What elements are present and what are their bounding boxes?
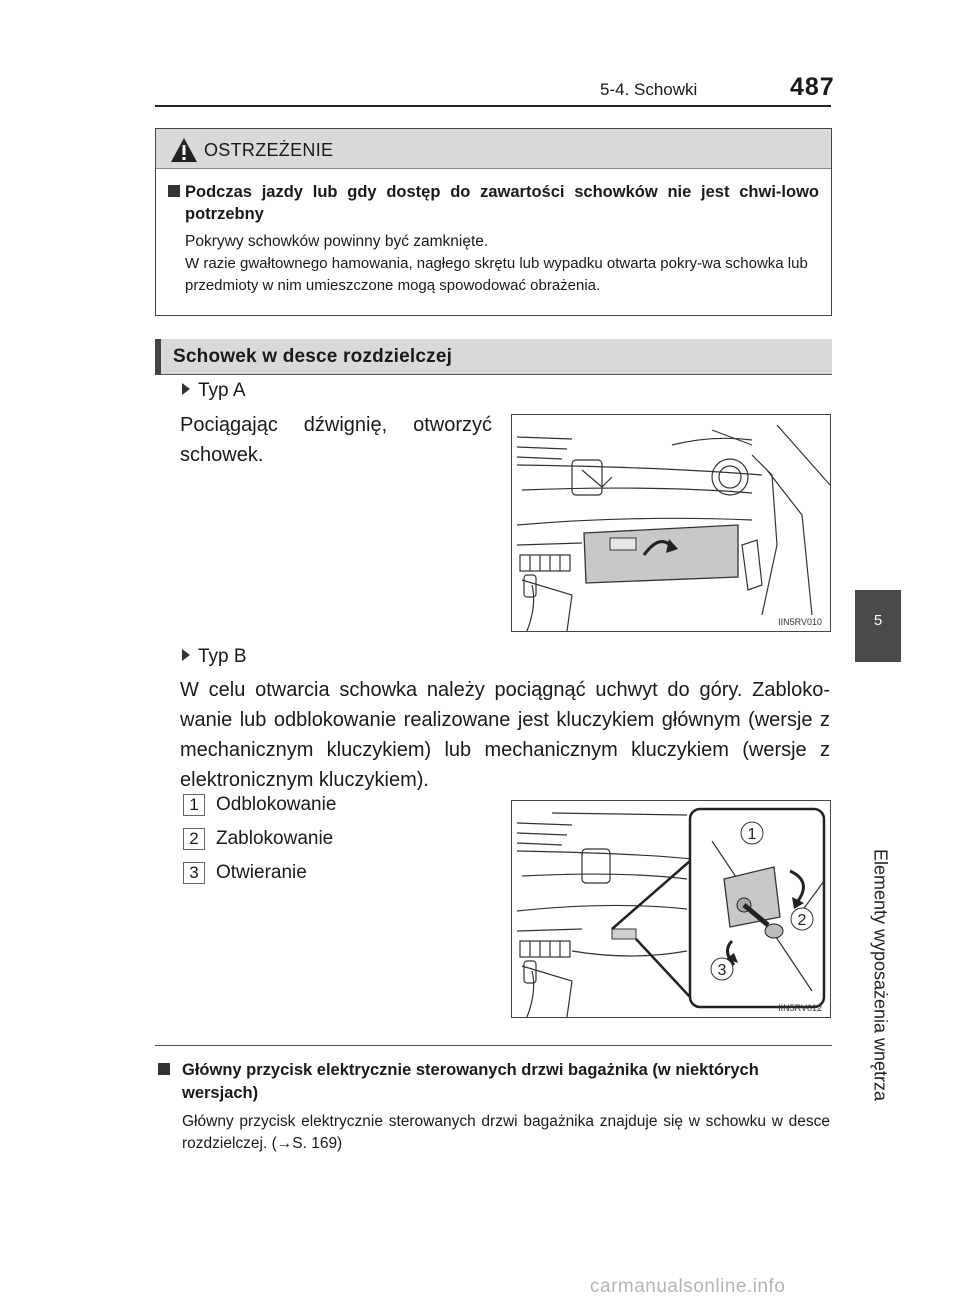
chapter-number: 5: [873, 612, 883, 629]
page-number: 487: [790, 73, 835, 101]
warning-text-2: W razie gwałtownego hamowania, nagłego skrętu lub wypadku otwarta pokry-wa schowka lub przedmioty w nim umieszczone mogą spowodować obrażenia.: [185, 255, 808, 294]
square-bullet-icon: [158, 1063, 170, 1075]
warning-box: [155, 128, 832, 316]
callout-1: 1: [747, 826, 757, 843]
figure-type-a: [511, 414, 831, 632]
note-box: [158, 1059, 830, 1155]
item-number: 2: [183, 828, 205, 850]
header-rule: [155, 105, 831, 107]
figure-code: IIN5RV010: [778, 617, 822, 627]
warning-heading: Podczas jazdy lub gdy dostęp do zawartości schowków nie jest chwi-lowo potrzebny: [185, 183, 819, 223]
watermark: carmanualsonline.info: [590, 1276, 786, 1297]
section-title: 5-4. Schowki: [600, 80, 698, 99]
warning-header: [156, 129, 831, 169]
item-number: 1: [183, 794, 205, 816]
section-heading-text: Schowek w desce rozdzielczej: [173, 346, 453, 367]
item-label: Zablokowanie: [216, 828, 334, 849]
note-text: Główny przycisk elektrycznie sterowanych drzwi bagażnika znajduje się w schowku w desce rozdzielczej. (→S. 169): [182, 1113, 830, 1152]
type-a-label-text: Typ A: [198, 380, 246, 401]
type-a-label: [182, 380, 246, 402]
note-heading: Główny przycisk elektrycznie sterowanych drzwi bagażnika (w niektórych wersjach): [182, 1061, 759, 1102]
glovebox-key-illustration: [512, 801, 830, 1017]
warning-text-1: Pokrywy schowków powinny być zamknięte.: [185, 233, 489, 250]
callout-2: 2: [797, 912, 807, 929]
item-label: Otwieranie: [216, 862, 307, 883]
type-b-label: [182, 646, 247, 668]
item-number: 3: [183, 862, 205, 884]
section-heading: [155, 339, 832, 375]
square-bullet-icon: [168, 185, 180, 197]
triangle-bullet-icon: [182, 649, 190, 661]
glovebox-lever-illustration: [512, 415, 830, 631]
section-heading-bar: [155, 339, 161, 375]
chapter-tab: [855, 590, 901, 662]
page-header: [0, 0, 960, 110]
warning-body: [156, 169, 831, 297]
callout-3: 3: [717, 962, 727, 979]
type-a-text: Pociągając dźwignię, otworzyć schowek.: [180, 414, 492, 466]
item-label: Odblokowanie: [216, 794, 337, 815]
note-rule: [155, 1045, 832, 1046]
chapter-title: Elementy wyposażenia wnętrza: [870, 848, 891, 1102]
triangle-bullet-icon: [182, 383, 190, 395]
figure-code: IIN5RV012: [778, 1003, 822, 1013]
type-b-text: W celu otwarcia schowka należy pociągnąć uchwyt do góry. Zabloko-wanie lub odblokowanie realizowane jest kluczykiem głównym (wersje z mechanicznym kluczykiem) lub mechanicznym kluczykiem (wersje z elektronicznym kluczykiem).: [180, 679, 830, 791]
type-b-label-text: Typ B: [198, 646, 247, 667]
figure-type-b: [511, 800, 831, 1018]
warning-title: OSTRZEŻENIE: [204, 140, 334, 160]
warning-icon: [170, 137, 198, 163]
